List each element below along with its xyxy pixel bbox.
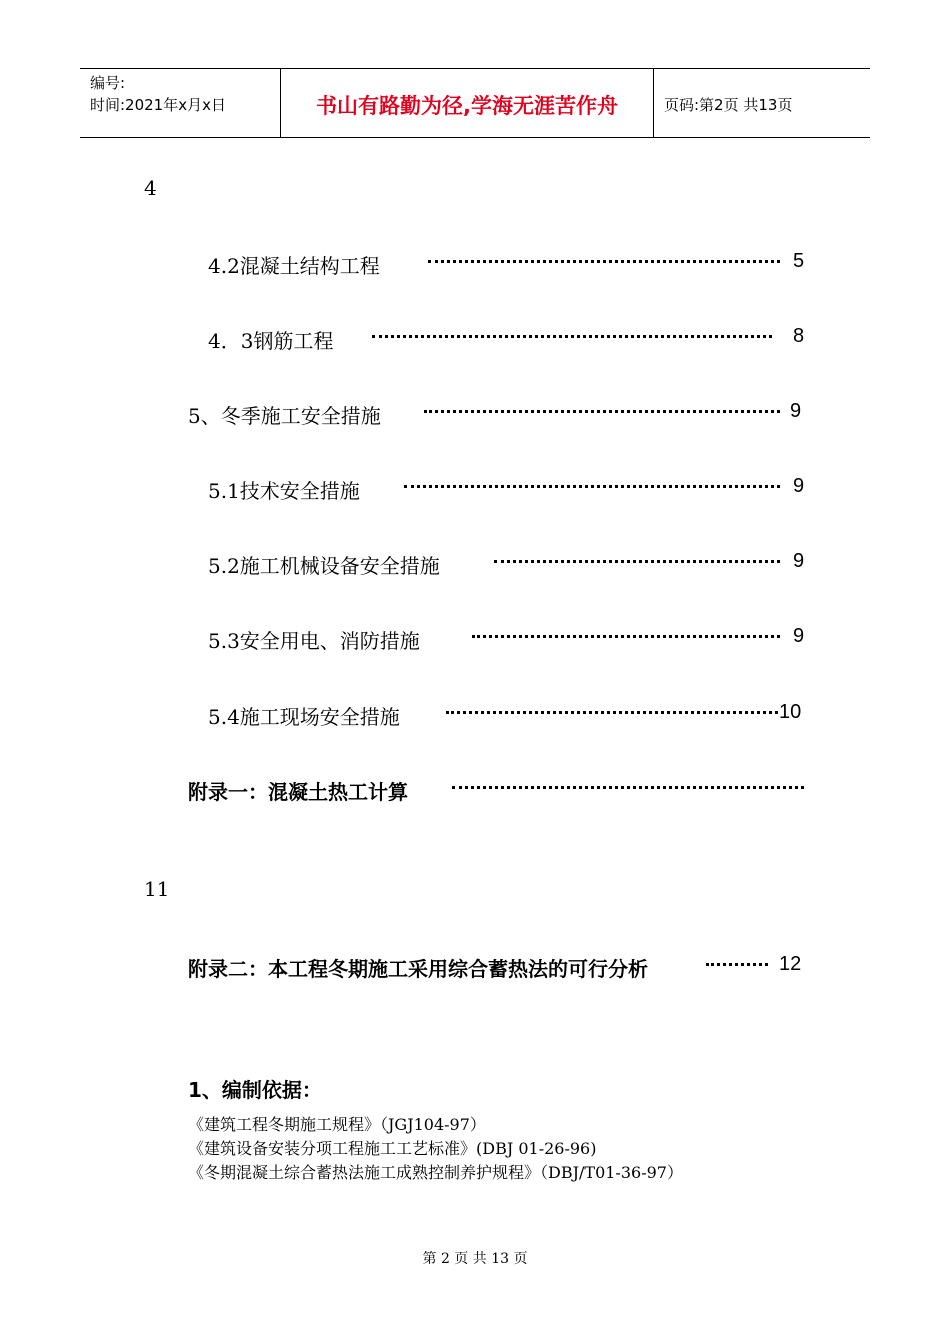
toc-leader-dots [706,963,768,966]
toc-appendix-2[interactable]: 附录二：本工程冬期施工采用综合蓄热法的可行分析 [188,957,648,981]
toc-item-page: 10 [779,701,802,723]
page-footer: 第 2 页 共 13 页 [422,1251,528,1267]
toc-item-page: 9 [793,625,805,647]
toc-leader-dots [372,335,772,338]
header-meta [80,69,281,137]
toc-item-label[interactable]: 4.2混凝土结构工程 [208,254,380,278]
toc-appendix-1[interactable]: 附录一：混凝土热工计算 [188,780,408,804]
toc-leader-dots [404,485,780,488]
header-motto: 书山有路勤为径,学海无涯苦作舟 [281,69,654,137]
reference-item: 《建筑设备安装分项工程施工工艺标准》(DBJ 01-26-96) [188,1139,597,1158]
toc-item-page: 5 [793,250,805,272]
toc-leader-dots [424,410,780,413]
toc-item-page: 9 [793,550,805,572]
toc-leader-dots [472,635,780,638]
toc-leader-dots [446,711,778,714]
doc-number-label: 编号: [90,74,126,92]
toc-stray-page-number: 11 [144,877,170,901]
toc-item-label[interactable]: 5、冬季施工安全措施 [188,404,381,428]
toc-item-page: 8 [793,325,805,347]
reference-item: 《冬期混凝土综合蓄热法施工成熟控制养护规程》（DBJ/T01-36-97） [188,1163,683,1182]
toc-item-label[interactable]: 5.3安全用电、消防措施 [208,629,420,653]
toc-item-page: 12 [779,953,802,975]
toc-item-label[interactable]: 5.4施工现场安全措施 [208,705,400,729]
toc-item-label[interactable]: 5.2施工机械设备安全措施 [208,554,440,578]
toc-item-page: 9 [790,400,802,422]
toc-item-label[interactable]: 4．3钢筋工程 [208,329,334,353]
reference-item: 《建筑工程冬期施工规程》（JGJ104-97） [188,1115,486,1134]
page-header [80,68,870,138]
toc-stray-number: 4 [144,176,157,200]
toc-leader-dots [428,260,780,263]
toc-item-page: 9 [793,475,805,497]
header-page-label: 页码:第2页 共13页 [664,95,793,114]
toc-leader-dots [452,786,804,789]
section-heading: 1、编制依据： [188,1078,322,1102]
doc-time-label: 时间:2021年x月x日 [90,96,226,114]
toc-leader-dots [494,560,780,563]
toc-item-label[interactable]: 5.1技术安全措施 [208,479,360,503]
